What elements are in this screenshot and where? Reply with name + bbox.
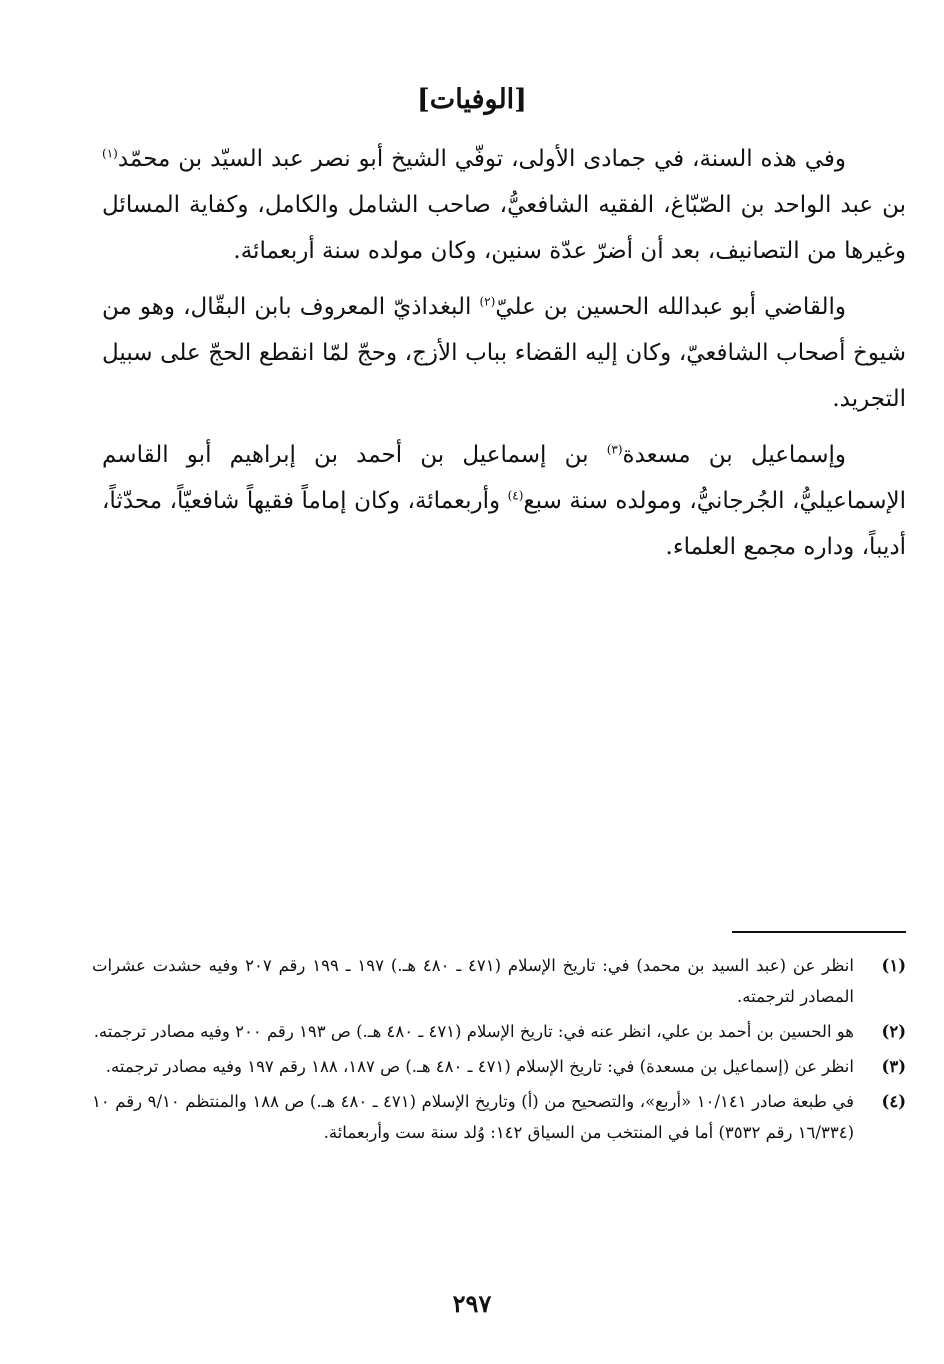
section-heading: [الوفيات] <box>417 84 527 115</box>
footnote-ref-4: (٤) <box>507 488 524 503</box>
footnote-4-text: في طبعة صادر ١٠/١٤١ «أربع»، والتصحيح من (أ) وتاريخ الإسلام (٤٧١ ـ ٤٨٠ هـ.) ص ١٨٨ والمنتظم ٩/١٠ رقم ١٠ (١٦/٣٣٤ رقم ٣٥٣٢) أما في المنتخب من السياق ١٤٢: وُلد سنة ست وأربعمائة. <box>92 1092 855 1142</box>
footnote-1 <box>92 950 906 1012</box>
paragraph-3-text-before: وإسماعيل بن مسعدة <box>622 442 846 468</box>
footnote-ref-3: (٣) <box>606 442 623 457</box>
footnote-ref-1: (١) <box>102 146 118 161</box>
footnote-4 <box>92 1086 906 1148</box>
footnote-2-text: هو الحسين بن أحمد بن علي، انظر عنه في: تاريخ الإسلام (٤٧١ ـ ٤٨٠ هـ.) ص ١٩٣ رقم ٢٠٠ وفيه مصادر ترجمته. <box>93 1022 854 1041</box>
paragraph-2 <box>102 284 906 422</box>
footnote-3-marker: (٣) <box>881 1057 906 1076</box>
footnote-2 <box>92 1016 906 1047</box>
paragraph-2-text-after: البغداذيّ المعروف بابن البقّال، وهو من شيوخ أصحاب الشافعيّ، وكان إليه القضاء بباب الأزج، وحجّ لمّا انقطع الحجّ على سبيل التجريد. <box>102 294 906 412</box>
footnote-3-text: انظر عن (إسماعيل بن مسعدة) في: تاريخ الإسلام (٤٧١ ـ ٤٨٠ هـ.) ص ١٨٧، ١٨٨ رقم ١٩٧ وفيه مصادر ترجمته. <box>105 1057 854 1076</box>
footnote-1-text: انظر عن (عبد السيد بن محمد) في: تاريخ الإسلام (٤٧١ ـ ٤٨٠ هـ.) ١٩٧ ـ ١٩٩ رقم ٢٠٧ وفيه حشدت عشرات المصادر لترجمته. <box>92 956 854 1006</box>
footnote-4-marker: (٤) <box>881 1092 906 1111</box>
footnote-2-marker: (٢) <box>881 1022 906 1041</box>
footnote-ref-2: (٢) <box>479 294 496 309</box>
paragraph-2-text-before: والقاضي أبو عبدالله الحسين بن عليّ <box>495 294 846 320</box>
paragraph-1 <box>102 136 906 274</box>
footnotes <box>92 950 906 1152</box>
main-text <box>102 136 906 580</box>
paragraph-3-text-middle: بن إسماعيل بن أحمد بن إبراهيم أبو القاسم الإسماعيليُّ، الجُرجانيُّ، ومولده سنة سبع <box>102 442 906 514</box>
footnote-3 <box>92 1051 906 1082</box>
footnote-divider <box>732 931 906 933</box>
paragraph-3 <box>102 432 906 570</box>
paragraph-3-text-after: وأربعمائة، وكان إماماً فقيهاً شافعيّاً، محدّثاً، أديباً، وداره مجمع العلماء. <box>102 488 906 560</box>
footnote-1-marker: (١) <box>881 956 906 975</box>
paragraph-1-text-after: بن عبد الواحد بن الصّبّاغ، الفقيه الشافعيُّ، صاحب الشامل والكامل، وكفاية المسائل وغيرها من التصانيف، بعد أن أضرّ عدّة سنين، وكان مولده سنة أربعمائة. <box>102 192 906 264</box>
paragraph-1-text-before: وفي هذه السنة، في جمادى الأولى، توفّي الشيخ أبو نصر عبد السيّد بن محمّد <box>117 146 846 172</box>
page-number: ٢٩٧ <box>452 1289 492 1318</box>
